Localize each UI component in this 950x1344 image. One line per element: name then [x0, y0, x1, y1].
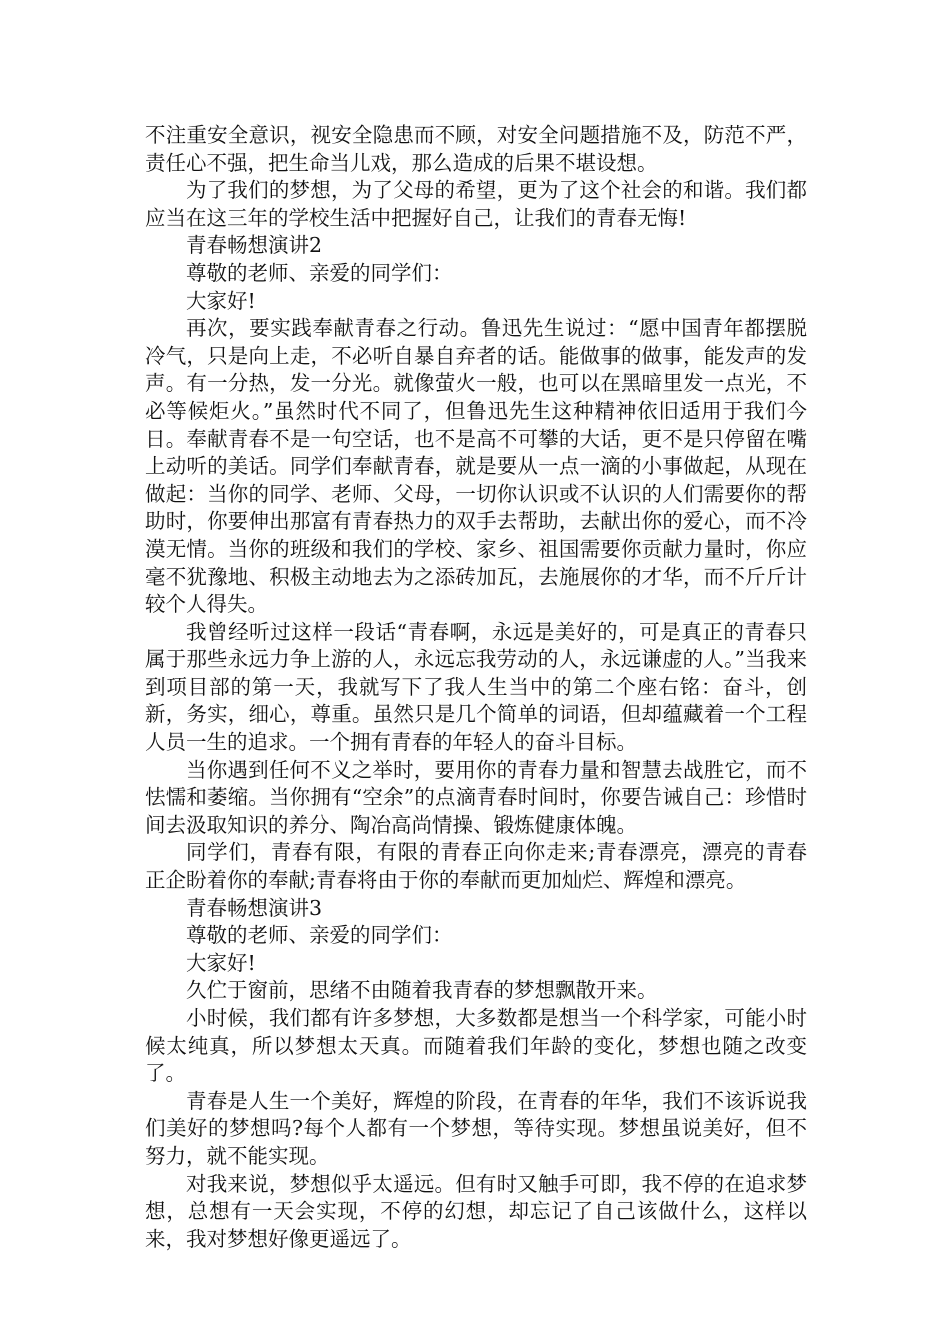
greeting: 大家好!	[186, 950, 256, 975]
paragraph: 为了我们的梦想，为了父母的希望，更为了这个社会的和谐。我们都应当在这三年的学校生活中把握好自己，让我们的青春无悔!	[145, 178, 807, 230]
paragraph: 对我来说，梦想似乎太遥远。但有时又触手可即，我不停的在追求梦想，总想有一天会实现，不停的幻想，却忘记了自己该做什么，这样以来，我对梦想好像更遥远了。	[145, 1171, 807, 1251]
section-heading: 青春畅想演讲3	[186, 895, 323, 920]
paragraph: 小时候，我们都有许多梦想，大多数都是想当一个科学家，可能小时候太纯真，所以梦想太天真。而随着我们年龄的变化，梦想也随之改变了。	[145, 1006, 807, 1086]
paragraph: 当你遇到任何不义之举时，要用你的青春力量和智慧去战胜它，而不怯懦和萎缩。当你拥有“空余”的点滴青春时间时，你要告诫自己：珍惜时间去汲取知识的养分、陶冶高尚情操、锻炼健康体魄。	[145, 757, 807, 837]
paragraph: 我曾经听过这样一段话“青春啊，永远是美好的，可是真正的青春只属于那些永远力争上游的人，永远忘我劳动的人，永远谦虚的人。”当我来到项目部的第一天，我就写下了我人生当中的第二个座右铭：奋斗，创新，务实，细心，尊重。虽然只是几个简单的词语，但却蕴藏着一个工程人员一生的追求。一个拥有青春的年轻人的奋斗目标。	[145, 619, 807, 755]
paragraph: 同学们，青春有限，有限的青春正向你走来;青春漂亮，漂亮的青春正企盼着你的奉献;青春将由于你的奉献而更加灿烂、辉煌和漂亮。	[145, 840, 807, 893]
salutation: 尊敬的老师、亲爱的同学们：	[186, 923, 453, 948]
greeting: 大家好!	[186, 288, 256, 313]
paragraph: 青春是人生一个美好，辉煌的阶段，在青春的年华，我们不该诉说我们美好的梦想吗?每个人都有一个梦想，等待实现。梦想虽说美好，但不努力，就不能实现。	[145, 1088, 807, 1168]
paragraph: 不注重安全意识，视安全隐患而不顾，对安全问题措施不及，防范不严，责任心不强，把生命当儿戏，那么造成的后果不堪设想。	[145, 123, 807, 175]
paragraph: 久伫于窗前，思绪不由随着我青春的梦想飘散开来。	[186, 978, 658, 1003]
salutation: 尊敬的老师、亲爱的同学们：	[186, 260, 453, 285]
section-heading: 青春畅想演讲2	[186, 233, 323, 258]
paragraph: 再次，要实践奉献青春之行动。鲁迅先生说过：“愿中国青年都摆脱冷气，只是向上走，不必听自暴自弃者的话。能做事的做事，能发声的发声。有一分热，发一分光。就像萤火一般，也可以在黑暗里发一点光，不必等候炬火。”虽然时代不同了，但鲁迅先生这种精神依旧适用于我们今日。奉献青春不是一句空话，也不是高不可攀的大话，更不是只停留在嘴上动听的美话。同学们奉献青春，就是要从一点一滴的小事做起，从现在做起：当你的同学、老师、父母，一切你认识或不认识的人们需要你的帮助时，你要伸出那富有青春热力的双手去帮助，去献出你的爱心，而不冷漠无情。当你的班级和我们的学校、家乡、祖国需要你贡献力量时，你应毫不犹豫地、积极主动地去为之添砖加瓦，去施展你的才华，而不斤斤计较个人得失。	[145, 316, 807, 617]
document-body	[145, 122, 807, 1253]
